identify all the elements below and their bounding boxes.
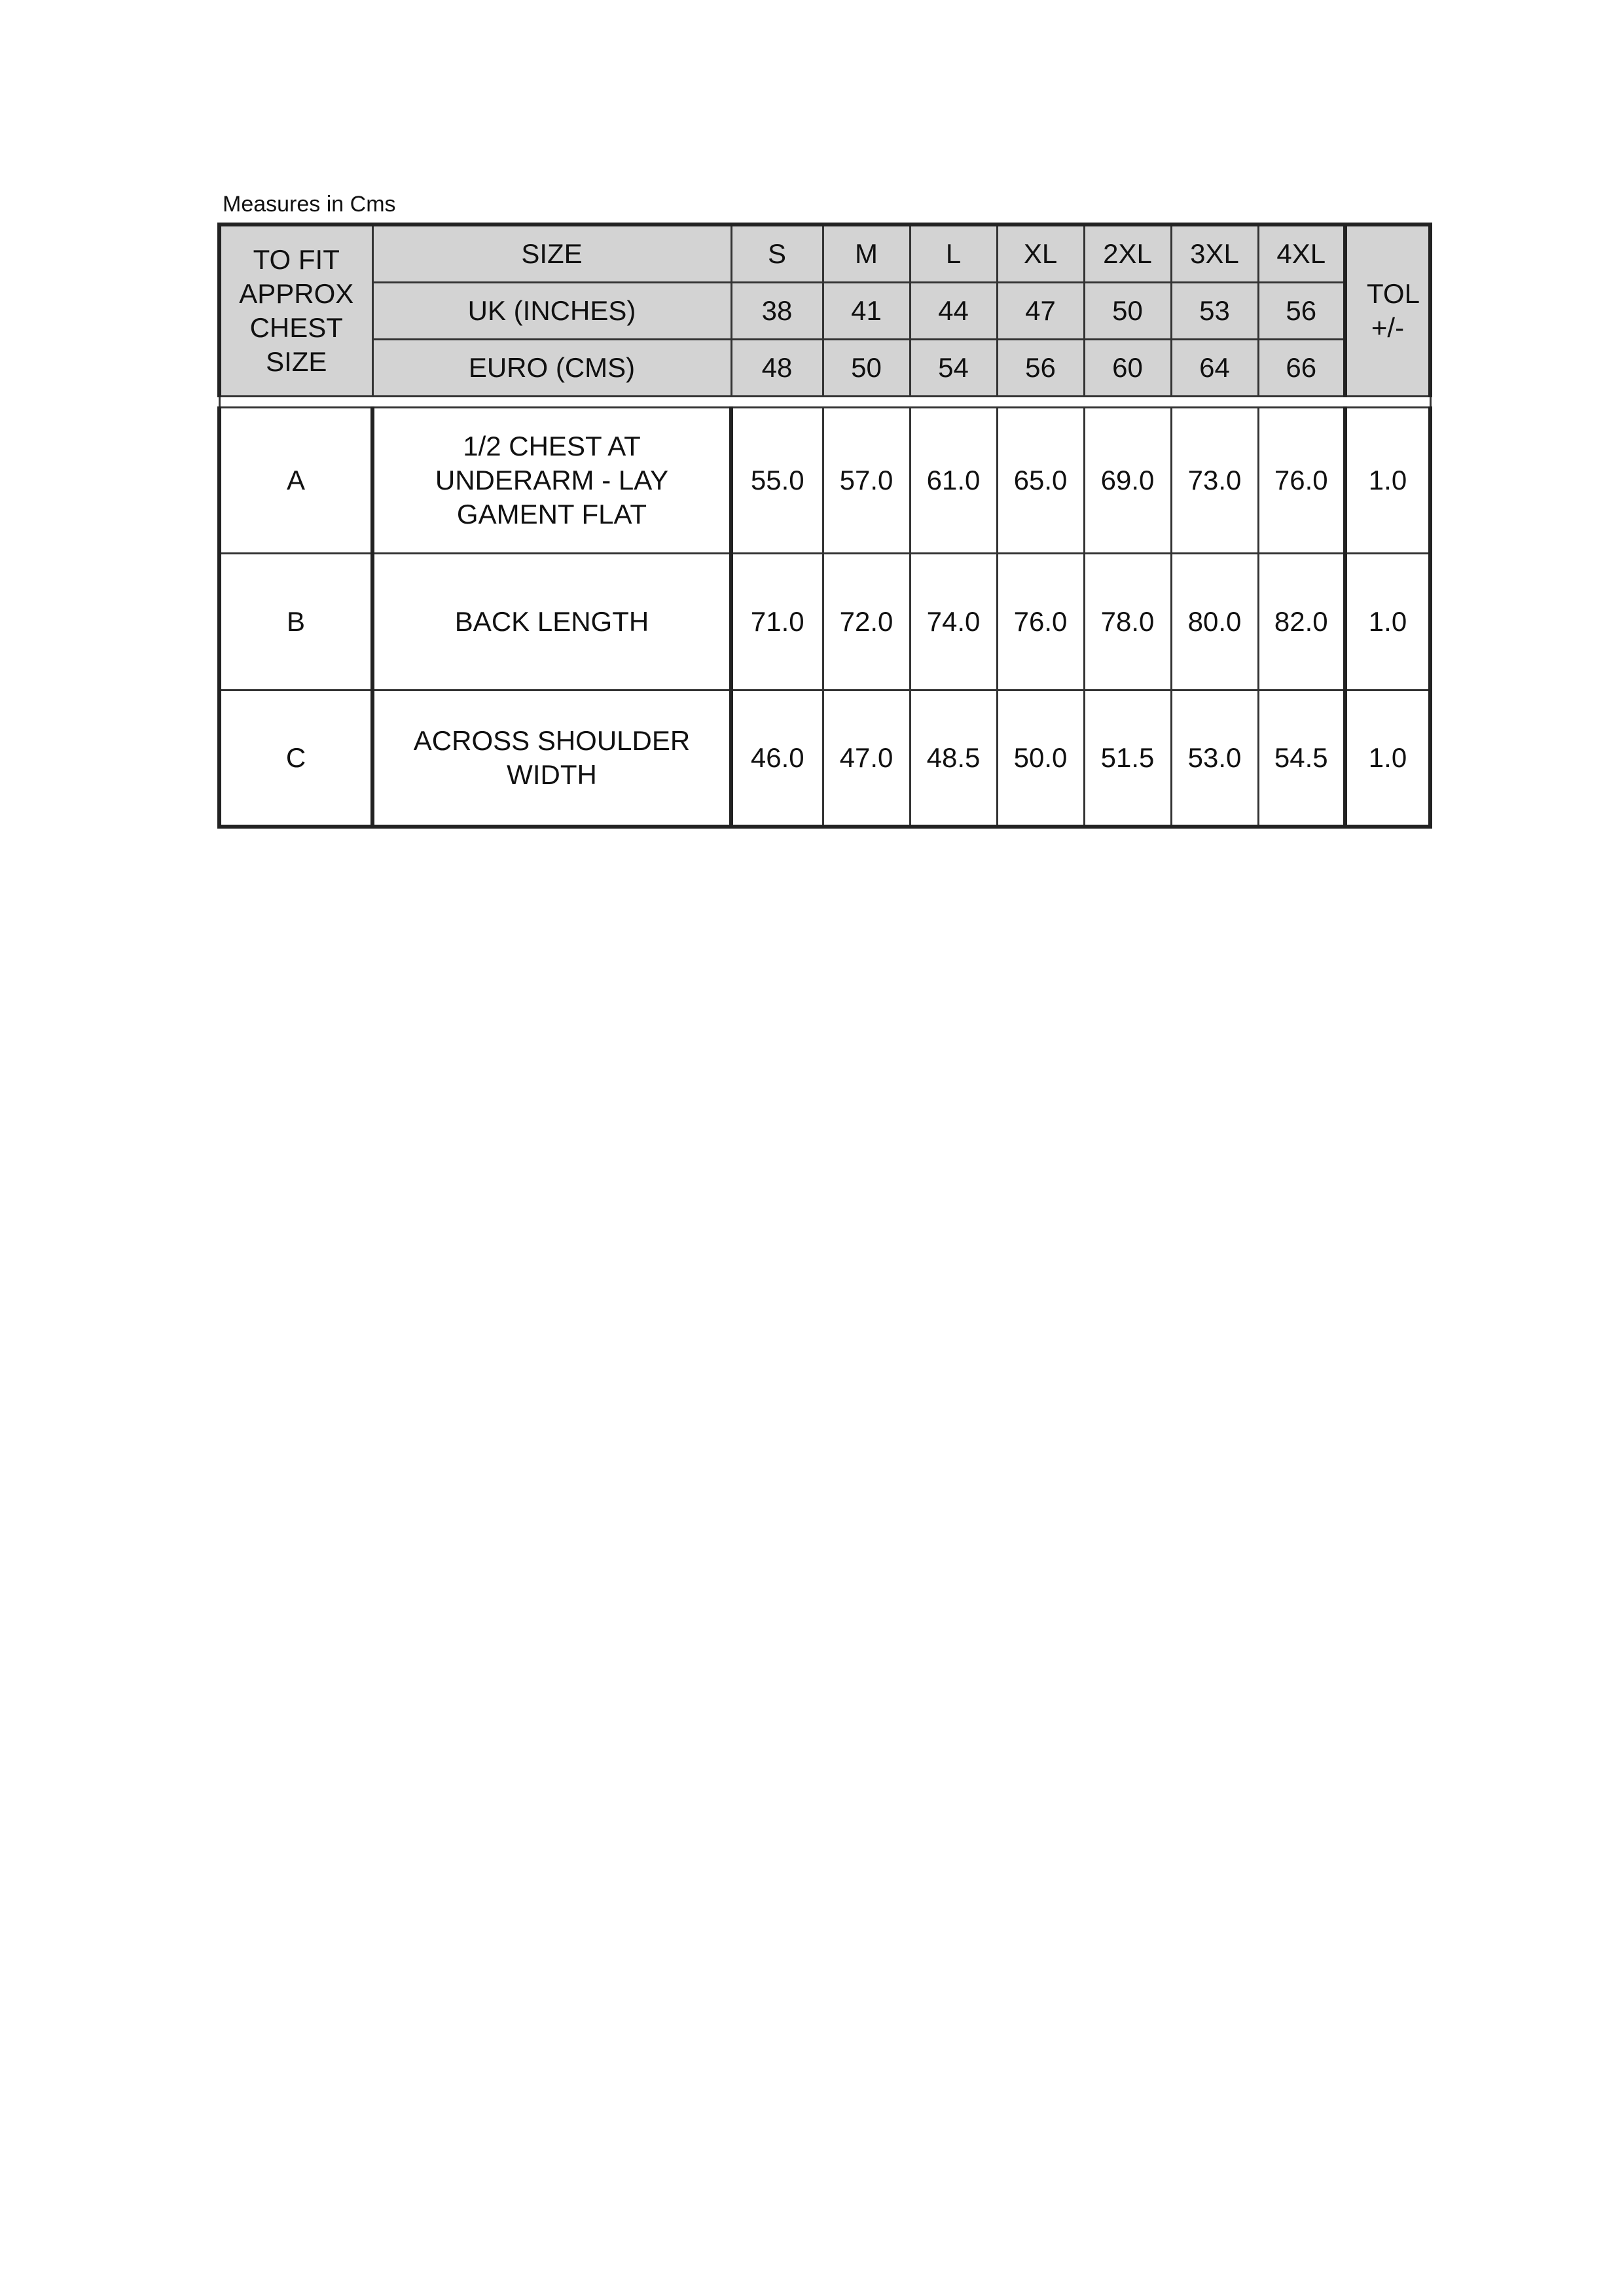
uk-size-cell: 41 [823,283,910,340]
header-separator [219,397,1430,408]
measurement-value: 54.5 [1258,691,1345,827]
size-cell: S [731,224,823,283]
size-cell: XL [997,224,1084,283]
measurement-value: 73.0 [1171,408,1258,554]
header-row-uk [219,283,1430,340]
size-cell: M [823,224,910,283]
table-row [219,554,1430,691]
measurement-value: 55.0 [731,408,823,554]
size-cell: L [910,224,997,283]
measurement-description: ACROSS SHOULDER WIDTH [372,691,731,827]
measurement-code: A [219,408,372,554]
tol-label: TOL +/- [1345,224,1430,397]
uk-size-cell: 38 [731,283,823,340]
header-row-label: SIZE [372,224,731,283]
tolerance-value: 1.0 [1345,554,1430,691]
uk-size-cell: 50 [1084,283,1171,340]
measurement-value: 57.0 [823,408,910,554]
measurement-value: 48.5 [910,691,997,827]
size-cell: 2XL [1084,224,1171,283]
euro-size-cell: 50 [823,340,910,397]
uk-size-cell: 44 [910,283,997,340]
measurement-value: 76.0 [997,554,1084,691]
size-cell: 3XL [1171,224,1258,283]
table-row [219,408,1430,554]
measurement-code: C [219,691,372,827]
size-cell: 4XL [1258,224,1345,283]
measurement-value: 78.0 [1084,554,1171,691]
measurement-description: 1/2 CHEST AT UNDERARM - LAY GAMENT FLAT [372,408,731,554]
uk-size-cell: 56 [1258,283,1345,340]
euro-size-cell: 54 [910,340,997,397]
euro-size-cell: 48 [731,340,823,397]
measurement-value: 50.0 [997,691,1084,827]
measurement-value: 53.0 [1171,691,1258,827]
table-caption: Measures in Cms [223,192,396,217]
uk-size-cell: 53 [1171,283,1258,340]
measurement-value: 80.0 [1171,554,1258,691]
euro-size-cell: 56 [997,340,1084,397]
header-row-size [219,224,1430,283]
measurement-value: 69.0 [1084,408,1171,554]
header-row-label: EURO (CMS) [372,340,731,397]
table-row [219,691,1430,827]
measurement-value: 65.0 [997,408,1084,554]
measurement-value: 51.5 [1084,691,1171,827]
measurement-value: 61.0 [910,408,997,554]
tolerance-value: 1.0 [1345,691,1430,827]
header-row-label: UK (INCHES) [372,283,731,340]
measurement-value: 46.0 [731,691,823,827]
tolerance-value: 1.0 [1345,408,1430,554]
euro-size-cell: 66 [1258,340,1345,397]
size-spec-table [217,223,1432,829]
measurement-value: 47.0 [823,691,910,827]
measurement-value: 76.0 [1258,408,1345,554]
measurement-value: 82.0 [1258,554,1345,691]
measurement-code: B [219,554,372,691]
to-fit-label: TO FIT APPROX CHEST SIZE [219,224,372,397]
uk-size-cell: 47 [997,283,1084,340]
measurement-value: 72.0 [823,554,910,691]
euro-size-cell: 64 [1171,340,1258,397]
measurement-value: 71.0 [731,554,823,691]
measurement-value: 74.0 [910,554,997,691]
header-row-euro [219,340,1430,397]
measurement-description: BACK LENGTH [372,554,731,691]
euro-size-cell: 60 [1084,340,1171,397]
